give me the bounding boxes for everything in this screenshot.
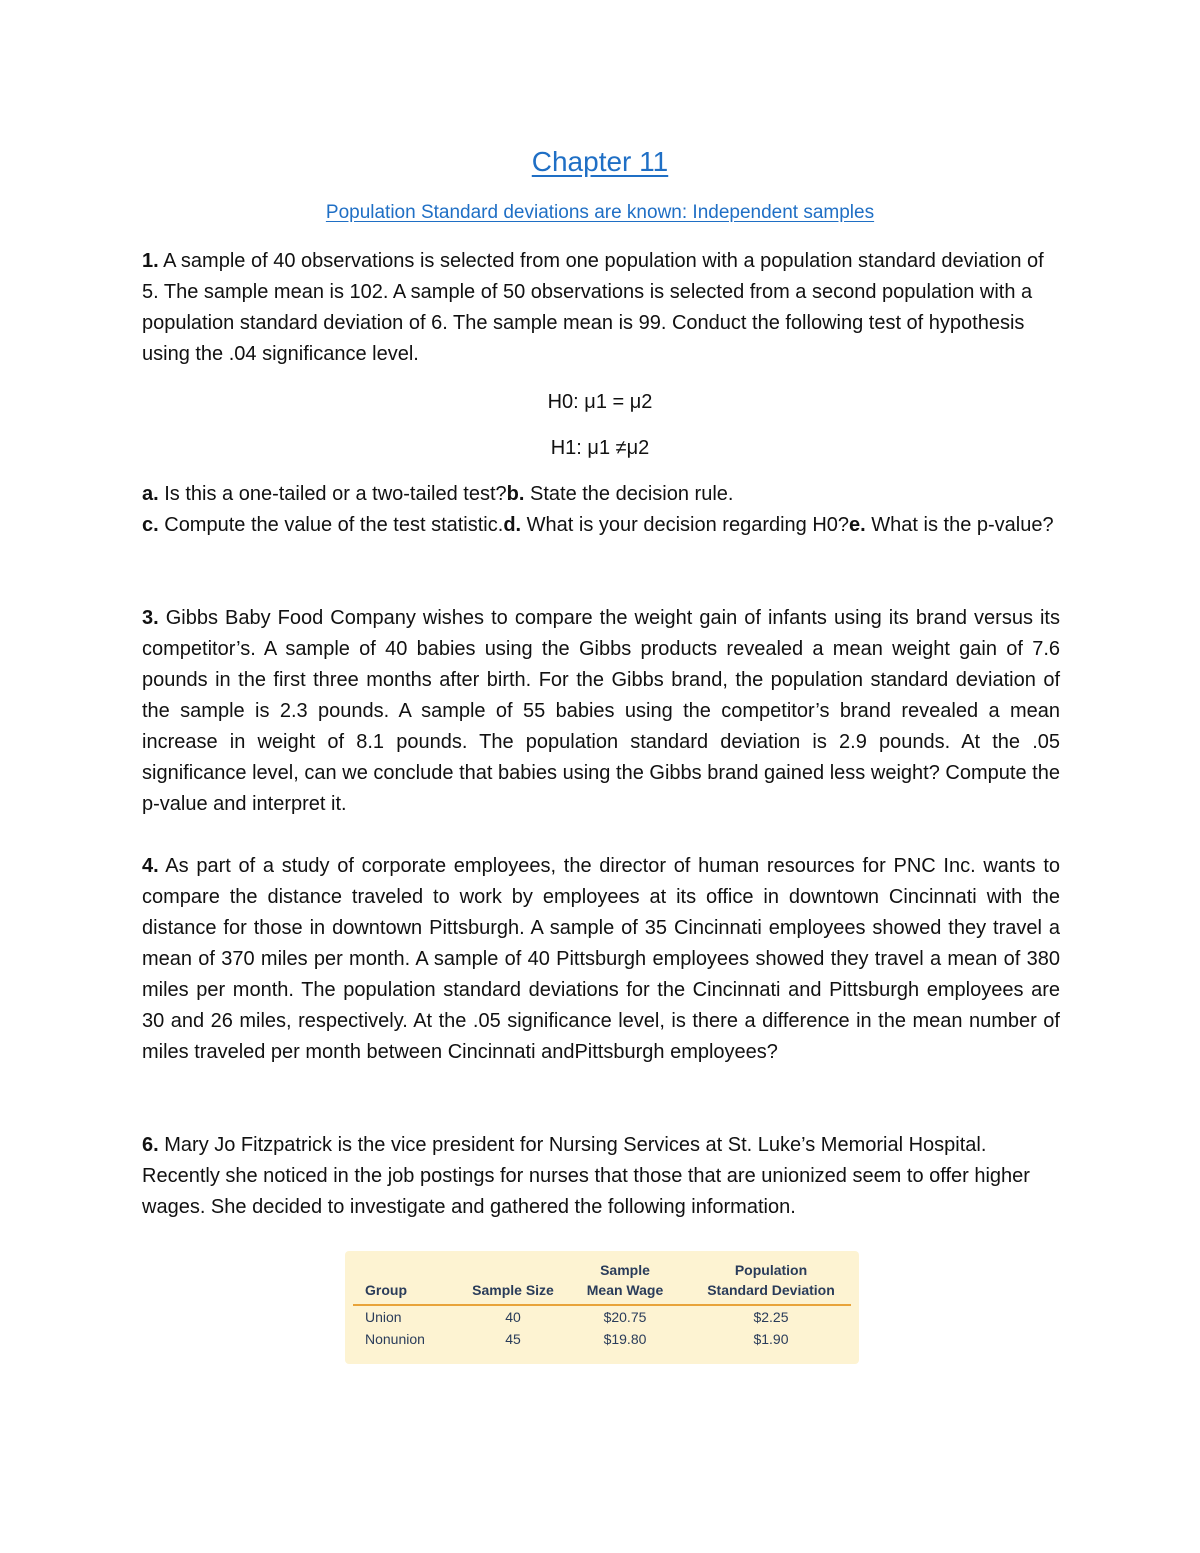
section-subtitle: Population Standard deviations are known: Independent samples [325, 202, 875, 223]
question-d-text: What is your decision regarding H0? [521, 514, 850, 536]
alternative-hypothesis: H1: μ1 ≠μ2 [550, 437, 650, 459]
problem-4-number: 4. [142, 855, 159, 877]
header-group: Group [365, 1282, 407, 1298]
header-std-line2: Standard Deviation [707, 1282, 835, 1298]
problem-6-number: 6. [142, 1134, 159, 1156]
null-hypothesis: H0: μ1 = μ2 [547, 391, 653, 413]
problem-1-number: 1. [142, 250, 159, 272]
question-e-label: e. [849, 514, 866, 536]
question-d-label: d. [503, 514, 522, 536]
problem-6-text [142, 1130, 1060, 1223]
problem-3-number: 3. [142, 607, 159, 629]
problem-4-body: As part of a study of corporate employees, the director of human resources for PNC Inc. wants to compare the distance traveled to work by employees at its office in downtown Cincinnati with the distance for those in downtown Pittsburgh. A sample of 35 Cincinnati employees showed they travel a mean of 370 miles per month. A sample of 40 Pittsburgh employees showed they travel a mean of 380 miles per month. The population standard deviations for the Cincinnati and Pittsburgh employees are 30 and 26 miles, respectively. At the .05 significance level, is there a difference in the mean number of miles traveled per month between Cincinnati andPittsburgh employees? [142, 855, 1060, 1063]
question-a-label: a. [142, 483, 159, 505]
question-b-label: b. [506, 483, 525, 505]
header-sample-size: Sample Size [472, 1282, 554, 1298]
row-nonunion-group: Nonunion [365, 1331, 425, 1347]
problem-6-body: Mary Jo Fitzpatrick is the vice president for Nursing Services at St. Luke’s Memorial Hospital. Recently she noticed in the job postings for nurses that those that are unionized seem to offer higher wages. She decided to investigate and gathered the following information. [142, 1134, 1030, 1218]
problem-3-text [142, 603, 1060, 820]
header-mean-wage-line1: Sample [600, 1262, 650, 1278]
problem-4-text [142, 851, 1060, 1068]
header-std-line1: Population [734, 1262, 808, 1278]
question-e-text: What is the p-value? [865, 514, 1054, 536]
header-mean-wage-line2: Mean Wage [586, 1282, 664, 1298]
question-c-label: c. [142, 514, 159, 536]
chapter-title: Chapter 11 [531, 146, 669, 177]
problem-1-questions [142, 479, 1060, 541]
problem-3-body: Gibbs Baby Food Company wishes to compare the weight gain of infants using its brand versus its competitor’s. A sample of 40 babies using the Gibbs products revealed a mean weight gain of 7.6 pounds in the first three months after birth. For the Gibbs brand, the population standard deviation of the sample is 2.3 pounds. A sample of 55 babies using the competitor’s brand revealed a mean increase in weight of 8.1 pounds. The population standard deviation is 2.9 pounds. At the .05 significance level, can we conclude that babies using the Gibbs brand gained less weight? Compute the p-value and interpret it. [142, 607, 1060, 815]
table-rule [353, 1304, 851, 1306]
question-b-text: State the decision rule. [524, 483, 734, 505]
row-union-std: $2.25 [753, 1309, 789, 1325]
row-nonunion-std: $1.90 [753, 1331, 789, 1347]
problem-1-text [142, 246, 1060, 370]
question-c-text: Compute the value of the test statistic. [158, 514, 504, 536]
row-union-size: 40 [505, 1309, 521, 1325]
row-nonunion-size: 45 [505, 1331, 521, 1347]
problem-1-body: A sample of 40 observations is selected from one population with a population standard deviation of 5. The sample mean is 102. A sample of 50 observations is selected from a second population with a population standard deviation of 6. The sample mean is 99. Conduct the following test of hypothesis using the .04 significance level. [142, 250, 1044, 365]
wage-table [345, 1251, 859, 1364]
question-a-text: Is this a one-tailed or a two-tailed test? [158, 483, 507, 505]
row-union-mean: $20.75 [603, 1309, 647, 1325]
row-union-group: Union [365, 1309, 402, 1325]
row-nonunion-mean: $19.80 [603, 1331, 647, 1347]
